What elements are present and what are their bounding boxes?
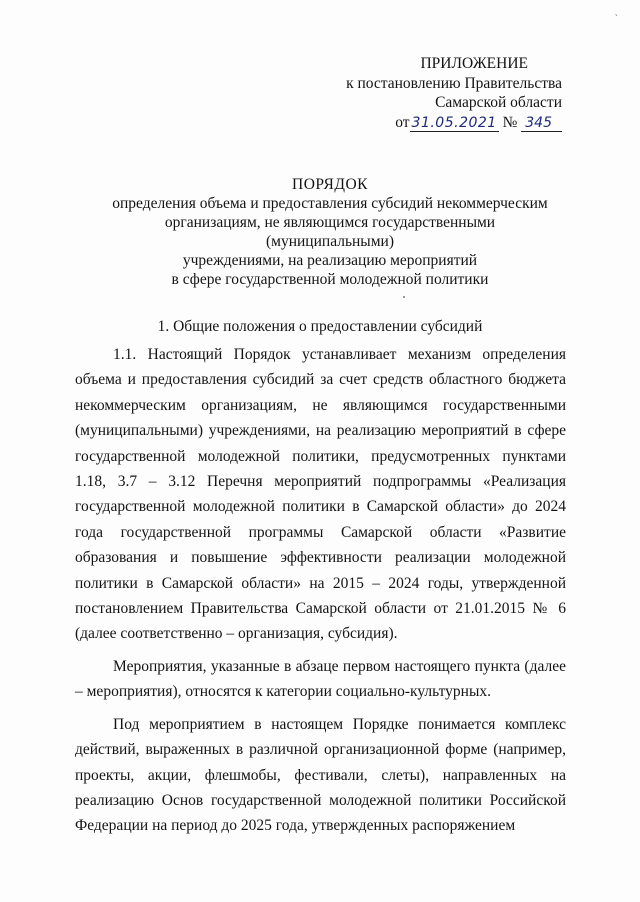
document-body xyxy=(75,342,566,839)
appendix-line-2: Самарской области xyxy=(435,94,562,111)
title-line-4: в сфере государственной молодежной политики xyxy=(171,271,489,288)
title-line-1: определения объема и предоставления субсидий некоммерческим xyxy=(112,195,548,212)
document-title: ПОРЯДОК xyxy=(292,176,368,193)
appendix-title: ПРИЛОЖЕНИЕ xyxy=(420,55,528,72)
scan-mark: ˋ xyxy=(614,14,618,25)
handwritten-date: 31.05.2021 xyxy=(411,114,497,131)
paragraph-1-1: 1.1. Настоящий Порядок устанавливает механизм определения объема и предоставления субсидий за счет средств областного бюджета некоммерческим организациям, не являющимся государственными (муниципальными) учреждениями, на реализацию мероприятий в сфере государственной молодежной политики, предусмотренных пунктами 1.18, 3.7 – 3.12 Перечня мероприятий подпрограммы «Реализация государственной молодежной политики в Самарской области» до 2024 года государственной программы Самарской области «Развитие образования и повышение эффективности реализации молодежной политики в Самарской области» на 2015 – 2024 годы, утвержденной постановлением Правительства Самарской области от 21.01.2015 № 6 (далее соответственно – организация, субсидия). xyxy=(75,346,566,643)
title-line-2: организациям, не являющимся государственными (муниципальными) xyxy=(164,214,496,250)
scan-dot xyxy=(403,296,405,298)
number-prefix: № xyxy=(502,113,518,131)
title-line-3: учреждениями, на реализацию мероприятий xyxy=(182,252,478,269)
paragraph-definition: Под мероприятием в настоящем Порядке понимается комплекс действий, выраженных в различной организационной форме (например, проекты, акции, флешмобы, фестивали, слеты), направленных на реализацию Основ государственной молодежной политики Российской Федерации на период до 2025 года, утвержденных распоряжением xyxy=(75,715,566,835)
appendix-date-line xyxy=(332,113,562,134)
date-prefix: от xyxy=(395,113,410,131)
section-heading: 1. Общие положения о предоставлении субсидий xyxy=(157,318,483,335)
document-title-block xyxy=(100,175,560,289)
paragraph-events: Мероприятия, указанные в абзаце первом настоящего пункта (далее – мероприятия), относятся к категории социально-культурных. xyxy=(75,657,566,701)
appendix-header xyxy=(332,54,562,133)
appendix-line-1: к постановлению Правительства xyxy=(346,74,562,92)
handwritten-number: 345 xyxy=(521,115,562,132)
